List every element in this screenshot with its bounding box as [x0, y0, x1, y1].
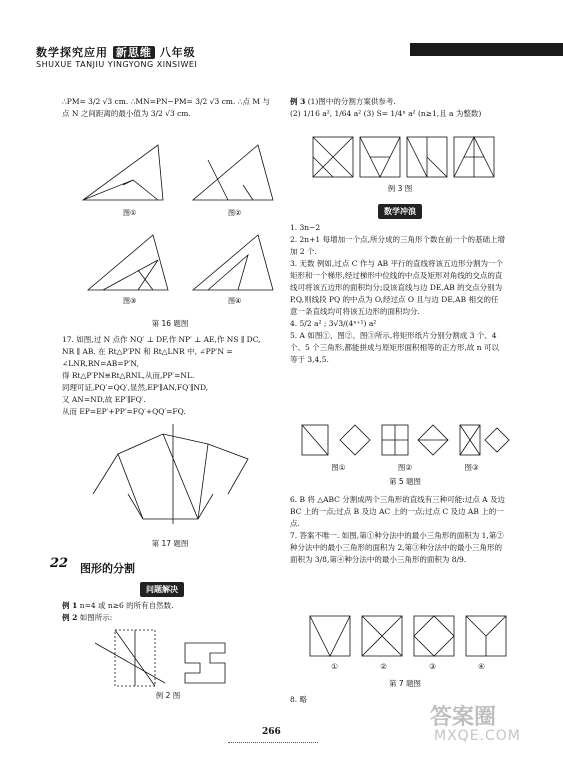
fig7-lines-4: [466, 616, 506, 656]
ex3-lines-3: [407, 137, 447, 177]
answer-6: 6. B 将 △ABC 分割成两个三角形的直线有三种可能:过点 A 及边 BC 上的一点;过点 B 及边 AC 上的一点;过点 C 及边 AB 上的一点.: [290, 495, 505, 528]
q17-line: 得 Rt△P′PN≌Rt△RNL,从而,PP′=NL.: [62, 371, 195, 380]
ex3-lines-1: [313, 137, 353, 177]
page-number: 266: [262, 727, 281, 737]
fig5-diamond-3: [485, 428, 509, 452]
fig5-label: 图③: [464, 463, 479, 472]
fig17-diagram: [88, 424, 258, 529]
fig5-diamond-1: [340, 425, 370, 455]
ex2-label: 例 2: [62, 613, 78, 622]
ex3-text-line: (1)图中的分割方案供参考.: [307, 97, 396, 106]
fig16-2-lines: [193, 145, 273, 200]
ex1-text: n=4 或 n≥6 的所有自然数.: [79, 601, 174, 610]
header-prefix: 数学探究应用: [36, 46, 108, 59]
fig7-labels: [310, 662, 506, 671]
fig16-label-3: 图③: [123, 297, 137, 305]
fig5-label: 图①: [331, 463, 346, 472]
answer-8: 8. 略: [290, 695, 308, 704]
fig7-lines-3: [414, 616, 454, 656]
fig5-labels: [305, 462, 505, 473]
fig5-line-2: [382, 425, 408, 455]
fig17-lines: [93, 424, 248, 524]
left-intro: [62, 96, 272, 120]
ex2-figure: [95, 628, 255, 688]
answer-2: 2. 2n+1 每增加一个点,所分成的三角形个数在前一个的基础上增加 2 个.: [290, 235, 505, 256]
fig7-diagrams: [308, 614, 508, 658]
fig7-label: ②: [380, 662, 387, 671]
header-title: [36, 44, 196, 60]
intro-line-2: 点 N 之间距离的最小值为 3/2 √3 cm.: [62, 109, 191, 118]
ex2-lines: [95, 630, 165, 686]
q17-line: ∠LNR,RN=AB=P′N,: [62, 359, 139, 368]
fig7-label: ①: [331, 662, 338, 671]
fig7-lines-2: [362, 616, 402, 656]
fig16-1-lines: [83, 145, 163, 200]
ex3-text: [290, 96, 505, 120]
fig17-caption: 第 17 题图: [151, 539, 189, 548]
fig16-label-4: 图④: [228, 297, 242, 305]
fig5-line-3: [460, 425, 480, 455]
ex2-shape: [185, 643, 225, 683]
ex3-label: 例 3: [290, 97, 306, 106]
fig16-diagrams: [78, 140, 278, 320]
fig7-lines-1: [310, 616, 350, 656]
fig5-line-1: [302, 425, 328, 455]
fig7-label: ③: [429, 662, 436, 671]
fig16-label-2: 图②: [228, 209, 242, 217]
answers-6-7: [290, 494, 505, 566]
fig5-label: 图②: [397, 463, 413, 472]
fig16-3-lines: [88, 235, 168, 290]
fig16-label-1: 图①: [123, 209, 137, 217]
watermark-url: MXQE.COM: [434, 728, 521, 744]
q17-line: 从而 EP=EP′+PP′=FQ′+QQ′=FQ.: [62, 407, 186, 416]
header-brand: 新思维: [113, 46, 155, 59]
fig7-label: ④: [478, 662, 485, 671]
footer-dots: [228, 742, 318, 743]
answer-1: 1. 3n−2: [290, 223, 321, 232]
header-pinyin: SHUXUE TANJIU YINGYONG XINSIWEI: [36, 60, 198, 69]
q17-text: [62, 334, 277, 418]
fig7-square-3: [414, 616, 454, 656]
fig7-caption: 第 7 题图: [388, 679, 422, 688]
header-grade: 八年级: [159, 46, 196, 59]
fig7-square-1: [310, 616, 350, 656]
q17-line: 17. 如图,过 N 点作 NQ′ ⊥ DF,作 NP′ ⊥ AE,作 NS ∥ DC,: [62, 335, 261, 344]
answer-7: 7. 答案不唯一. 如图,第①种分法中的最小三角形的面积为 1,第②种分法中的最小三角形的面积为 2,第③种分法中的最小三角形的面积为 3/8,第④种分法中的最小三角形的面积为 8/9.: [290, 531, 504, 564]
ex3-lines-4: [454, 137, 494, 177]
ex3-figure: [312, 136, 497, 178]
banner-math-surfing: 数学冲浪: [378, 204, 422, 219]
banner-problem-solving: 问题解决: [140, 582, 184, 597]
ex2-text: 如图所示:: [79, 613, 113, 622]
examples-1-2: [62, 600, 277, 624]
fig5-caption: 第 5 题图: [388, 477, 422, 486]
answer-5: 5. A 如图①、图②、图③所示,将矩形纸片分别分割成 3 个、4 个、5 个三角形,都能拼成与原矩形面积相等的正方形,故 n 可以等于 3,4,5.: [290, 331, 500, 364]
header-bar: [410, 43, 563, 56]
ex3-lines-2: [360, 137, 400, 177]
ex3-line-2: (2) 1/16 a², 1/64 a² (3) S= 1/4ⁿ a² (n≥1,且 a 为整数): [290, 109, 482, 118]
fig5-diagrams: [300, 420, 510, 460]
fig16-caption: 第 16 题图: [151, 319, 189, 328]
answer-4: 4. 5/2 a² ; 3√3/(4ⁿ⁺¹) a²: [290, 319, 377, 328]
fig16-4-lines: [193, 235, 273, 290]
ex2-caption: 例 2 图: [155, 691, 181, 700]
section-number: 22: [50, 556, 69, 571]
q17-line: 又 AN=ND,故 EP′∥FQ′.: [62, 395, 146, 404]
q17-line: NR ∥ AB. 在 Rt△P′PN 和 Rt△LNR 中, ∠PP′N =: [62, 347, 233, 356]
ex3-caption: 例 3 图: [387, 184, 413, 193]
section-title: 图形的分割: [80, 562, 135, 575]
watermark: 答案圈: [430, 704, 497, 730]
ex1-label: 例 1: [62, 601, 78, 610]
fig17-lines-2: [128, 494, 213, 519]
answer-3: 3. 无数 例如,过点 C 作与 AB 平行的直线将该五边形分割为一个矩形和一个梯形,经过梯形中位线的中点及矩形对角线的交点的直线可将该五边形的面积均分;设该直线与边 DE,AB 的交点分别为 P,Q,则线段 PQ 的中点为 O,经过点 O 且与边 DE,AB 相交的任意一条直线均可将该五边形的面积均分.: [290, 259, 504, 316]
fig5-diamond-2: [418, 425, 448, 455]
intro-line-1: ∴PM= 3/2 √3 cm. ∴MN=PN−PM= 3/2 √3 cm. ∴点 M 与: [62, 97, 270, 106]
q17-line: 同理可证,PQ′=QQ′,显然,EP′∥AN,FQ′∥ND,: [62, 383, 209, 392]
answers-1-5: [290, 222, 505, 366]
